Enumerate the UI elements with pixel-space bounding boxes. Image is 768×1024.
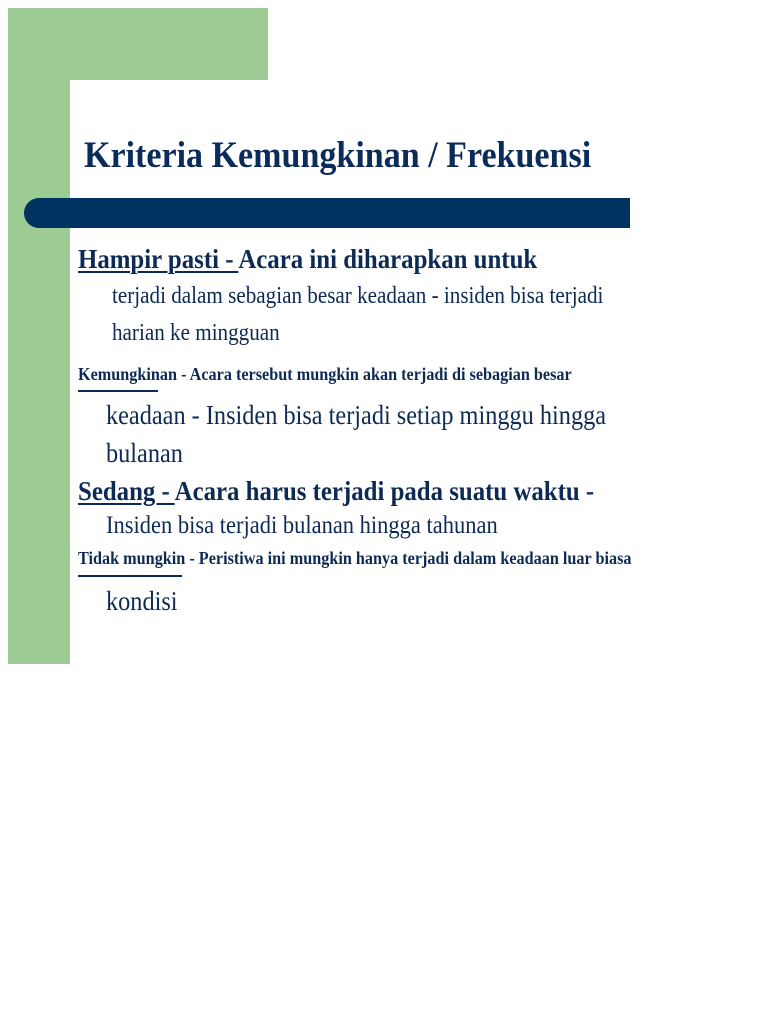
decorative-green-sidebar [8, 8, 70, 664]
decorative-rounded-corner [70, 80, 130, 140]
item-likely: Kemungkinan - Acara tersebut mungkin akan terjadi di sebagian besar [78, 364, 572, 384]
item-almost-certain-term: Hampir pasti - [78, 244, 239, 274]
item-likely-underline [78, 390, 158, 392]
item-almost-certain-line-3: harian ke mingguan [112, 320, 280, 346]
item-unlikely-line-2: kondisi [106, 586, 178, 616]
item-likely-line-2: keadaan - Insiden bisa terjadi setiap minggu hingga [106, 400, 607, 430]
slide-title: Kriteria Kemungkinan / Frekuensi [84, 135, 592, 176]
item-moderate-term: Sedang - [78, 476, 175, 506]
item-unlikely: Tidak mungkin - Peristiwa ini mungkin hanya terjadi dalam keadaan luar biasa [78, 548, 632, 568]
item-likely-line-3: bulanan [106, 438, 183, 468]
item-almost-certain [78, 242, 537, 276]
item-moderate [78, 474, 594, 508]
item-moderate-lead: Acara harus terjadi pada suatu waktu - [174, 476, 595, 506]
item-unlikely-underline [78, 575, 182, 577]
item-moderate-line-2: Insiden bisa terjadi bulanan hingga tahunan [106, 512, 498, 539]
item-almost-certain-line-2: terjadi dalam sebagian besar keadaan - insiden bisa terjadi [112, 283, 604, 309]
title-underline-bar [24, 198, 630, 228]
item-almost-certain-lead: Acara ini diharapkan untuk [238, 244, 538, 274]
